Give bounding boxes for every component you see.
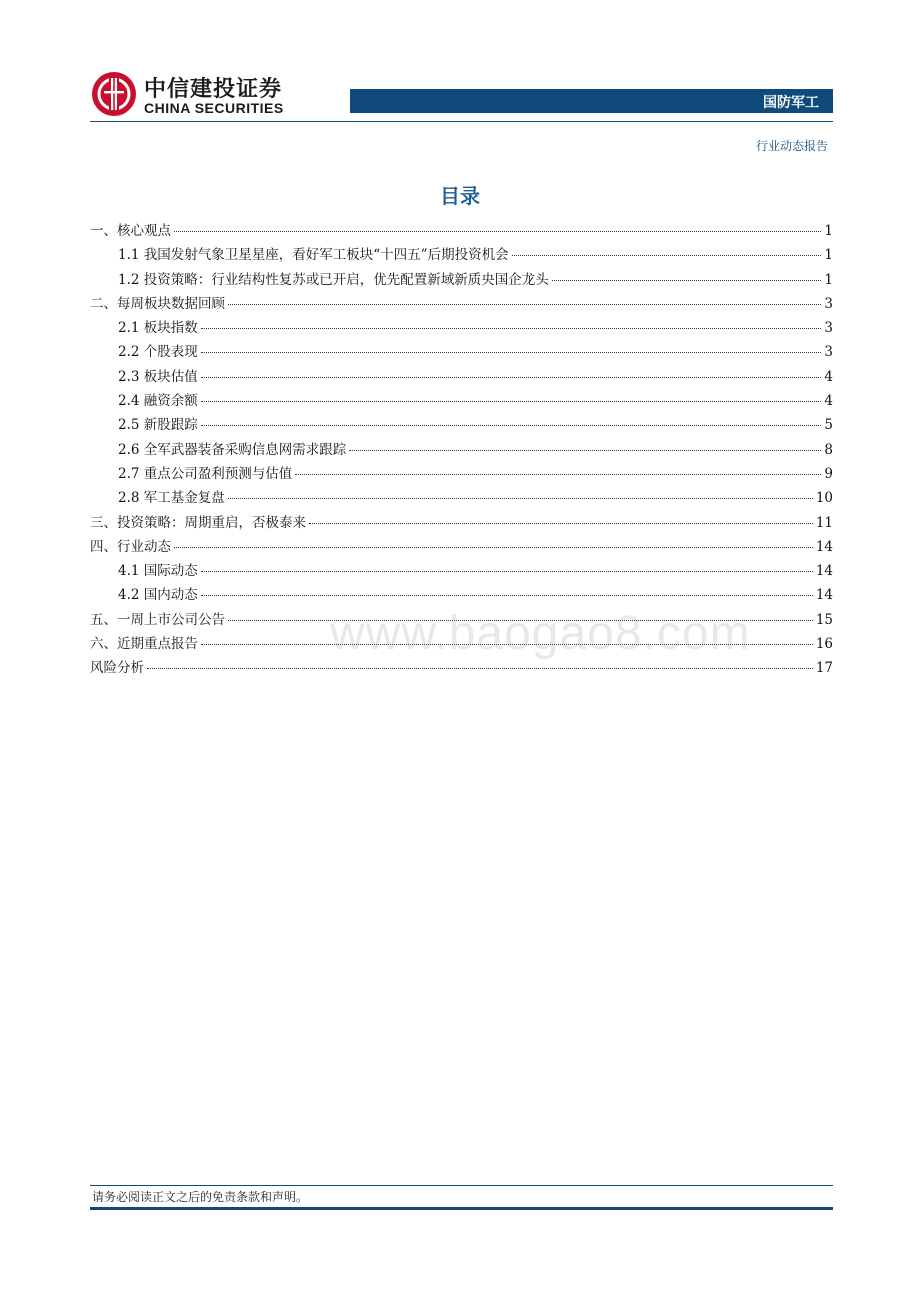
toc-entry-page: 3 bbox=[824, 320, 833, 337]
toc-entry-label: 2.5 新股跟踪 bbox=[118, 417, 198, 434]
toc-entry-label: 1.2 投资策略：行业结构性复苏或已开启，优先配置新域新质央国企龙头 bbox=[118, 271, 549, 288]
toc-entry[interactable] bbox=[90, 219, 833, 243]
logo-chinese-name: 中信建投证券 bbox=[144, 77, 283, 102]
company-logo bbox=[90, 70, 300, 120]
toc-entry-label: 六、近期重点报告 bbox=[90, 636, 198, 653]
toc-entry-label: 五、一周上市公司公告 bbox=[90, 611, 225, 628]
toc-entry-label: 2.7 重点公司盈利预测与估值 bbox=[118, 465, 293, 482]
toc-dot-leader bbox=[201, 352, 822, 353]
toc-entry-label: 风险分析 bbox=[90, 660, 144, 677]
toc-entry-label: 2.8 军工基金复盘 bbox=[118, 490, 225, 507]
toc-entry-label: 四、行业动态 bbox=[90, 538, 171, 555]
footer-divider-top bbox=[90, 1185, 833, 1186]
toc-dot-leader bbox=[309, 523, 813, 524]
toc-entry[interactable] bbox=[90, 243, 833, 267]
toc-dot-leader bbox=[201, 328, 822, 329]
toc-entry[interactable] bbox=[90, 438, 833, 462]
toc-dot-leader bbox=[512, 255, 822, 256]
toc-dot-leader bbox=[147, 668, 813, 669]
toc-entry-page: 9 bbox=[824, 465, 833, 482]
toc-entry[interactable] bbox=[90, 292, 833, 316]
report-type-label: 行业动态报告 bbox=[755, 139, 828, 153]
toc-entry-page: 1 bbox=[824, 223, 833, 239]
toc-dot-leader bbox=[201, 377, 822, 378]
toc-entry-page: 3 bbox=[824, 295, 833, 312]
toc-entry-page: 17 bbox=[815, 660, 833, 677]
toc-dot-leader bbox=[349, 450, 821, 451]
toc-entry-page: 1 bbox=[824, 247, 833, 264]
toc-dot-leader bbox=[295, 474, 821, 475]
toc-entry-page: 15 bbox=[815, 611, 833, 628]
toc-entry-page: 4 bbox=[824, 393, 833, 410]
toc-entry-label: 一、核心观点 bbox=[90, 223, 171, 239]
toc-entry-label: 1.1 我国发射气象卫星星座，看好军工板块“十四五”后期投资机会 bbox=[118, 247, 509, 264]
toc-entry-label: 2.2 个股表现 bbox=[118, 344, 198, 361]
toc-entry-label: 2.1 板块指数 bbox=[118, 320, 198, 337]
toc-entry[interactable] bbox=[90, 389, 833, 413]
toc-dot-leader bbox=[228, 498, 813, 499]
toc-entry-page: 16 bbox=[815, 636, 833, 653]
toc-entry-label: 二、每周板块数据回顾 bbox=[90, 295, 225, 312]
toc-entry-page: 4 bbox=[824, 368, 833, 385]
toc-dot-leader bbox=[228, 304, 821, 305]
toc-dot-leader bbox=[201, 571, 813, 572]
toc-entry[interactable] bbox=[90, 365, 833, 389]
toc-entry-page: 14 bbox=[815, 538, 833, 555]
toc-dot-leader bbox=[552, 280, 822, 281]
toc-entry-page: 14 bbox=[815, 563, 833, 580]
toc-entry[interactable] bbox=[90, 511, 833, 535]
toc-entry[interactable] bbox=[90, 316, 833, 340]
toc-entry-label: 2.4 融资余额 bbox=[118, 393, 198, 410]
toc-dot-leader bbox=[174, 547, 813, 548]
watermark: www.baogao8.com bbox=[330, 607, 751, 660]
toc-entry-page: 8 bbox=[824, 441, 833, 458]
header-divider bbox=[90, 121, 833, 122]
toc-entry-page: 1 bbox=[824, 271, 833, 288]
toc-entry-label: 2.6 全军武器装备采购信息网需求跟踪 bbox=[118, 441, 347, 458]
toc-dot-leader bbox=[174, 231, 821, 232]
toc-dot-leader bbox=[201, 595, 813, 596]
toc-entry[interactable] bbox=[90, 486, 833, 510]
toc-entry[interactable] bbox=[90, 462, 833, 486]
toc-entry[interactable] bbox=[90, 340, 833, 364]
toc-entry-page: 14 bbox=[815, 587, 833, 604]
toc-entry-label: 三、投资策略：周期重启，否极泰来 bbox=[90, 514, 306, 531]
toc-entry[interactable] bbox=[90, 268, 833, 292]
citic-logo-icon bbox=[90, 70, 138, 118]
toc-entry-label: 4.2 国内动态 bbox=[118, 587, 198, 604]
logo-english-name: CHINA SECURITIES bbox=[144, 100, 284, 116]
toc-entry-page: 3 bbox=[824, 344, 833, 361]
toc-entry-label: 2.3 板块估值 bbox=[118, 368, 198, 385]
toc-dot-leader bbox=[201, 401, 822, 402]
toc-entry-label: 4.1 国际动态 bbox=[118, 563, 198, 580]
toc-entry-page: 5 bbox=[824, 417, 833, 434]
toc-entry[interactable] bbox=[90, 583, 833, 607]
sector-label: 国防军工 bbox=[763, 95, 819, 111]
toc-entry[interactable] bbox=[90, 413, 833, 437]
toc-entry[interactable] bbox=[90, 559, 833, 583]
toc-entry[interactable] bbox=[90, 535, 833, 559]
toc-title: 目录 bbox=[440, 184, 480, 208]
toc-entry-page: 10 bbox=[815, 490, 833, 507]
sector-banner bbox=[350, 89, 833, 113]
toc-entry-page: 11 bbox=[815, 514, 833, 531]
toc-dot-leader bbox=[201, 425, 822, 426]
footer-disclaimer: 请务必阅读正文之后的免责条款和声明。 bbox=[92, 1190, 309, 1204]
footer-divider-bottom bbox=[90, 1207, 833, 1210]
